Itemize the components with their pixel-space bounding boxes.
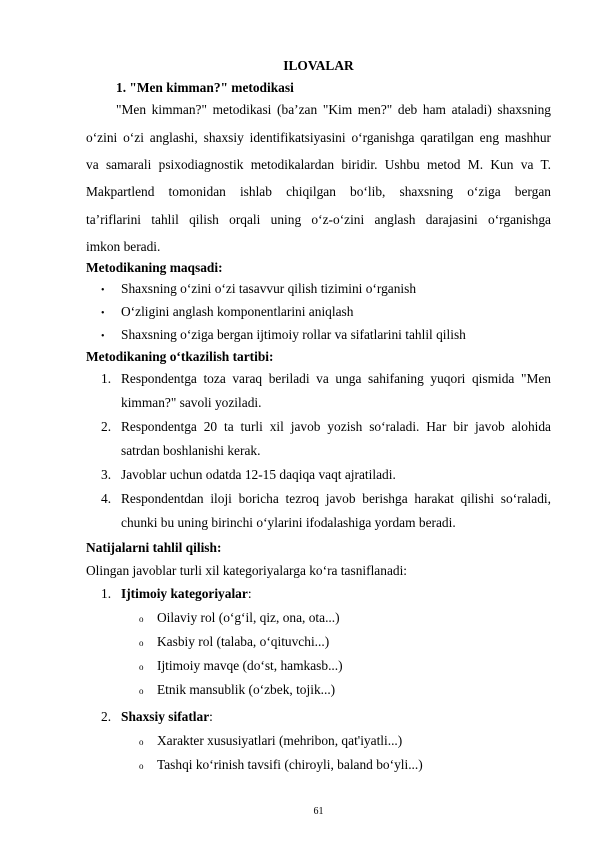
- category-heading: [121, 708, 586, 726]
- intro-line: va samarali psixodiagnostik metodikalardan biridir. Ushbu metod M. Kun va T.: [86, 157, 551, 172]
- purpose-item: Shaxsning o‘ziga bergan ijtimoiy rollar va sifatlarini tahlil qilish: [121, 327, 466, 342]
- category-item: Kasbiy rol (talaba, o‘qituvchi...): [157, 634, 330, 649]
- intro-line: o‘zini o‘zi anglashi, shaxsiy identifikatsiyasini o‘rganishga qaratilgan eng mashhur: [86, 130, 551, 145]
- results-intro: Olingan javoblar turli xil kategoriyalarga ko‘ra tasniflanadi:: [86, 563, 408, 578]
- category-suffix: :: [247, 586, 252, 601]
- intro-line: imkon beradi.: [86, 239, 161, 254]
- procedure-number: 1.: [101, 371, 112, 386]
- procedure-number: 4.: [101, 491, 112, 506]
- purpose-heading: Metodikaning maqsadi:: [86, 260, 223, 275]
- procedure-item-line: Respondentga toza varaq beriladi va unga sahifaning yuqori qismida "Men: [121, 371, 551, 386]
- category-item: Ijtimoiy mavqe (do‘st, hamkasb...): [157, 658, 343, 673]
- category-number: 2.: [101, 709, 112, 724]
- category-item: Etnik mansublik (o‘zbek, tojik...): [157, 682, 336, 697]
- category-name: Ijtimoiy kategoriyalar: [121, 586, 248, 601]
- purpose-item: O‘zligini anglash komponentlarini aniqlash: [121, 304, 354, 319]
- intro-line: "Men kimman?" metodikasi (ba’zan "Kim men?" deb ham ataladi) shaxsning: [116, 102, 551, 117]
- category-item: Tashqi ko‘rinish tavsifi (chiroyli, baland bo‘yli...): [157, 757, 423, 772]
- procedure-item-line: chunki bu uning birinchi o‘ylarini ifodalashiga yordam beradi.: [121, 515, 456, 530]
- procedure-item-line: Respondentdan iloji boricha tezroq javob berishga harakat qilishi so‘raladi,: [121, 491, 551, 506]
- procedure-item-line: Respondentga 20 ta turli xil javob yozish so‘raladi. Har bir javob alohida: [121, 419, 551, 434]
- sub-bullet-marker: o: [139, 686, 144, 696]
- sub-bullet-marker: o: [139, 638, 144, 648]
- bullet-marker: •: [101, 331, 105, 342]
- bullet-marker: •: [101, 285, 105, 296]
- procedure-number: 3.: [101, 467, 112, 482]
- intro-line: ta’riflarini tahlil qilish orqali uning o‘z-o‘zini anglash darajasini o‘rganishga: [86, 212, 551, 227]
- sub-bullet-marker: o: [139, 737, 144, 747]
- sub-bullet-marker: o: [139, 614, 144, 624]
- sub-bullet-marker: o: [139, 662, 144, 672]
- category-suffix: :: [209, 709, 213, 724]
- category-name: Shaxsiy sifatlar: [121, 709, 210, 724]
- procedure-heading: Metodikaning o‘tkazilish tartibi:: [86, 349, 274, 364]
- purpose-item: Shaxsning o‘zini o‘zi tasavvur qilish tizimini o‘rganish: [121, 281, 417, 296]
- category-number: 1.: [101, 586, 112, 601]
- page-number: 61: [313, 806, 324, 817]
- sub-bullet-marker: o: [139, 761, 144, 771]
- procedure-item-line: Javoblar uchun odatda 12-15 daqiqa vaqt ajratiladi.: [121, 467, 396, 482]
- procedure-item-line: satrdan boshlanishi kerak.: [121, 443, 261, 458]
- category-item: Oilaviy rol (o‘g‘il, qiz, ona, ota...): [157, 610, 340, 625]
- procedure-number: 2.: [101, 419, 112, 434]
- category-heading: [121, 585, 586, 603]
- procedure-item-line: kimman?" savoli yoziladi.: [121, 395, 262, 410]
- section-heading-men-kimman: 1. "Men kimman?" metodikasi: [116, 80, 294, 95]
- bullet-marker: •: [101, 308, 105, 319]
- results-heading: Natijalarni tahlil qilish:: [86, 540, 222, 555]
- intro-line: Makpartlend tomonidan ishlab chiqilgan bo‘lib, shaxsning o‘ziga bergan: [86, 184, 551, 199]
- category-item: Xarakter xususiyatlari (mehribon, qat'iyatli...): [157, 733, 403, 748]
- appendix-title: ILOVALAR: [283, 58, 354, 73]
